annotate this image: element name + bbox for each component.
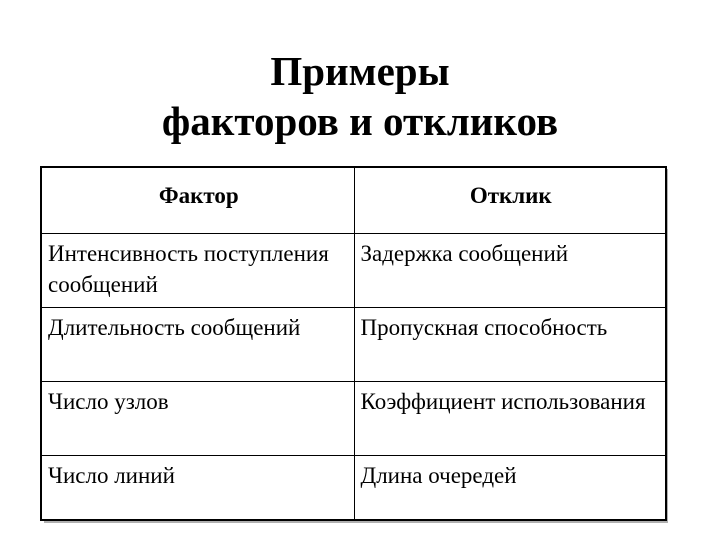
slide-title-line-1: Примеры [270, 48, 450, 94]
table-row [41, 233, 666, 307]
factors-responses-table [40, 166, 667, 521]
table-row [41, 381, 666, 455]
slide-title [0, 46, 720, 146]
table-header-row [41, 167, 666, 233]
response-cell: Коэффициент использования [354, 381, 666, 455]
header-response: Отклик [354, 167, 666, 233]
factor-cell: Число линий [41, 455, 354, 520]
table-row [41, 307, 666, 381]
response-cell: Длина очередей [354, 455, 666, 520]
factor-cell: Длительность сообщений [41, 307, 354, 381]
factor-cell: Интенсивность поступления сообщений [41, 233, 354, 307]
factor-cell: Число узлов [41, 381, 354, 455]
response-cell: Задержка сообщений [354, 233, 666, 307]
response-cell: Пропускная способность [354, 307, 666, 381]
table-row [41, 455, 666, 520]
header-factor: Фактор [41, 167, 354, 233]
slide-title-line-2: факторов и откликов [161, 98, 559, 144]
